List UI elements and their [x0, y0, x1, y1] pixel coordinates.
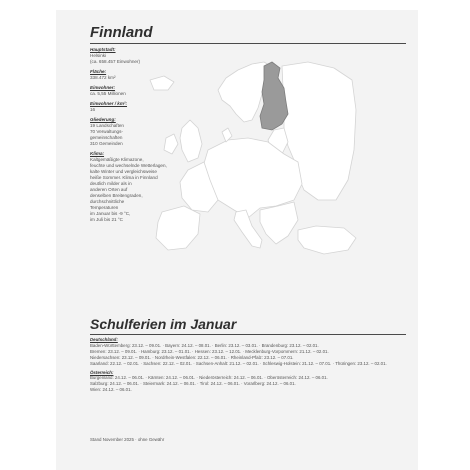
- fact-value: ca. 5,55 Millionen: [90, 91, 126, 96]
- holiday-line: Baden-Württemberg: 23.12. – 09.01. · Bayern: 24.12. – 08.01. · Berlin: 23.12. – 03.01. · Brandenburg: 23.12. – 02.01.: [90, 342, 319, 348]
- holiday-line: Niedersachsen: 23.12. – 09.01. · Nordrhein-Westfalen: 22.12. – 06.01. · Rheinland-Pfalz: 23.12. – 07.01.: [90, 354, 294, 360]
- fact-label: Einwohner / km²:: [90, 101, 128, 106]
- fact-value: heiße Sommer. Klima in Finnland: [90, 175, 158, 180]
- fact-value: gemeinschaften: [90, 135, 123, 140]
- fact-value: 70 Verwaltungs-: [90, 129, 123, 134]
- region-label-germany: Deutschland:: [90, 337, 118, 342]
- country-title: Finnland: [90, 24, 153, 41]
- fact-value: (ca. 658.457 Einwohner): [90, 59, 141, 64]
- europe-landmass: [150, 62, 356, 254]
- holiday-line: Wien: 24.12. – 06.01.: [90, 387, 132, 393]
- fact-value: durchschnittliche: [90, 199, 125, 204]
- holiday-line: Saarland: 22.12. – 02.01. · Sachsen: 22.12. – 02.01. · Sachsen-Anhalt: 21.12. – 02.01. · Schleswig-Holstein: 21.12. – 07.01. · Thüringen: 23.12. – 02.01.: [90, 360, 387, 366]
- fact-value: feuchte und wechselnde Wetterlagen,: [90, 163, 167, 168]
- fact-value: Temperaturen: [90, 205, 119, 210]
- holiday-list: [90, 337, 406, 393]
- fact-value: kalte Winter und vergleichsweise: [90, 169, 157, 174]
- fact-label: Hauptstadt:: [90, 47, 116, 52]
- title-rule: [90, 43, 406, 44]
- fact-value: im Januar bis -9 °C,: [90, 211, 131, 216]
- fact-value: anderen Orten auf: [90, 187, 128, 192]
- fact-label: Gliederung:: [90, 117, 116, 122]
- holiday-line: Bremen: 23.12. – 09.01. · Hamburg: 23.12. – 01.01. · Hessen: 23.12. – 12.01. · Mecklenburg-Vorpommern: 21.12. – 02.01.: [90, 348, 329, 354]
- fact-value: deutlich milder als in: [90, 181, 132, 186]
- fact-value: 16: [90, 107, 96, 112]
- region-label-austria: Österreich:: [90, 369, 114, 375]
- fact-value: im Juli bis 21 °C: [90, 217, 123, 222]
- holiday-line: Salzburg: 24.12. – 06.01. · Steiermark: 24.12. – 06.01. · Tirol: 24.12. – 06.01. · Vorarlberg: 24.12. – 06.01.: [90, 381, 296, 387]
- fact-value: Helsinki: [90, 53, 107, 58]
- fact-value: 310 Gemeinden: [90, 141, 123, 146]
- holidays-title: Schulferien im Januar: [90, 316, 237, 332]
- fact-value: Kaltgemäßigte Klimazone,: [90, 157, 144, 162]
- fact-value: 338.472 km²: [90, 75, 116, 80]
- fact-value: denselben Breitengraden,: [90, 193, 143, 198]
- fact-label: Klima:: [90, 151, 105, 156]
- holiday-line: Burgenland: 24.12. – 06.01. · Kärnten: 24.12. – 06.01. · Niederösterreich: 24.12. – 06.01. · Oberösterreich: 24.12. – 06.01.: [90, 375, 328, 381]
- fact-label: Fläche:: [90, 69, 107, 74]
- footer-note: Stand November 2025 · ohne Gewähr: [90, 437, 165, 442]
- section-rule: [90, 334, 406, 335]
- europe-map: [148, 50, 358, 265]
- fact-label: Einwohner:: [90, 85, 116, 90]
- fact-value: 19 Landschaften: [90, 123, 124, 128]
